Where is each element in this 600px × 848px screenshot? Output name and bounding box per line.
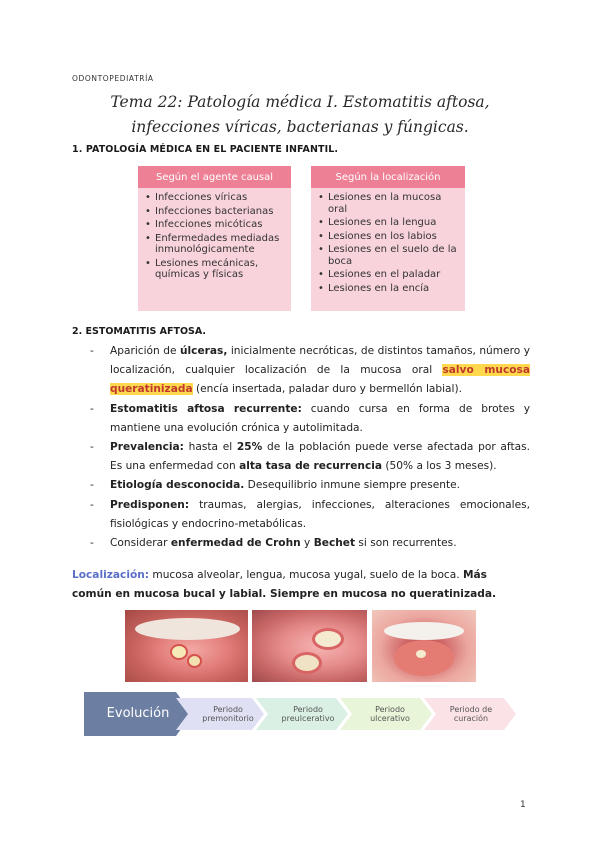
list-item: • Enfermedades mediadas inmunológicamente [155,233,287,256]
step-label: Periodo de curación [449,705,493,723]
evolution-diagram [84,692,524,736]
location-box [311,166,465,311]
list-item: • Lesiones en el suelo de la boca [328,244,461,267]
bullet-item: - Predisponen: traumas, alergias, infecciones, alteraciones emocionales, fisiológicas y endocrino-metabólicas. [90,496,530,534]
highlight: salvo mucosa queratinizada [110,364,530,396]
list-item: • Infecciones micóticas [155,219,287,231]
location-box-title: Según la localización [311,166,465,188]
list-item: • Lesiones en la lengua [328,217,461,229]
section-heading-1: 1. PATOLOGÍA MÉDICA EN EL PACIENTE INFANTIL. [72,144,339,155]
bullet-item: - Considerar enfermedad de Crohn y Bechet si son recurrentes. [90,534,530,553]
stomatitis-bullets [90,342,530,553]
evolution-label: Evolución [106,706,170,721]
bullet-item: - Aparición de úlceras, inicialmente necróticas, de distintos tamaños, número y localización, cualquier localización de la mucosa oral salvo mucosa queratinizada (encía insertada, paladar duro y bermellón labial). [90,342,530,400]
list-item: • Lesiones en el paladar [328,269,461,281]
list-item: • Lesiones en los labios [328,231,461,243]
step-label: Periodo preulcerativo [281,705,335,723]
bullet-item: - Etiología desconocida. Desequilibrio inmune siempre presente. [90,476,530,495]
localization-paragraph: Localización: mucosa alveolar, lengua, mucosa yugal, suelo de la boca. Más común en mucosa bucal y labial. Siempre en mucosa no queratinizada. [72,569,497,600]
step-label: Periodo ulcerativo [370,705,410,723]
list-item: • Lesiones mecánicas, químicas y físicas [155,258,287,281]
localization-label: Localización: [72,569,150,581]
clinical-photo-mucosa [252,610,367,682]
bullet-item: - Prevalencia: hasta el 25% de la población puede verse afectada por aftas. Es una enfermedad con alta tasa de recurrencia (50% a los 3 meses). [90,438,530,476]
step-label: Periodo premonitorio [202,705,254,723]
list-item: • Lesiones en la encía [328,283,461,295]
causal-agent-box [138,166,291,311]
document-header: ODONTOPEDIATRÍA [72,74,154,83]
list-item: • Lesiones en la mucosa oral [328,192,461,215]
page-number: 1 [520,800,526,810]
clinical-photo-tongue [372,610,476,682]
clinical-photo-lip [125,610,248,682]
list-item: • Infecciones víricas [155,192,287,204]
causal-agent-box-title: Según el agente causal [138,166,291,188]
bullet-item: - Estomatitis aftosa recurrente: cuando cursa en forma de brotes y mantiene una evolución crónica y autolimitada. [90,400,530,438]
page-title: Tema 22: Patología médica I. Estomatitis aftosa, infecciones víricas, bacterianas y fúngicas. [110,93,490,136]
section-heading-2: 2. ESTOMATITIS AFTOSA. [72,326,207,337]
list-item: • Infecciones bacterianas [155,206,287,218]
